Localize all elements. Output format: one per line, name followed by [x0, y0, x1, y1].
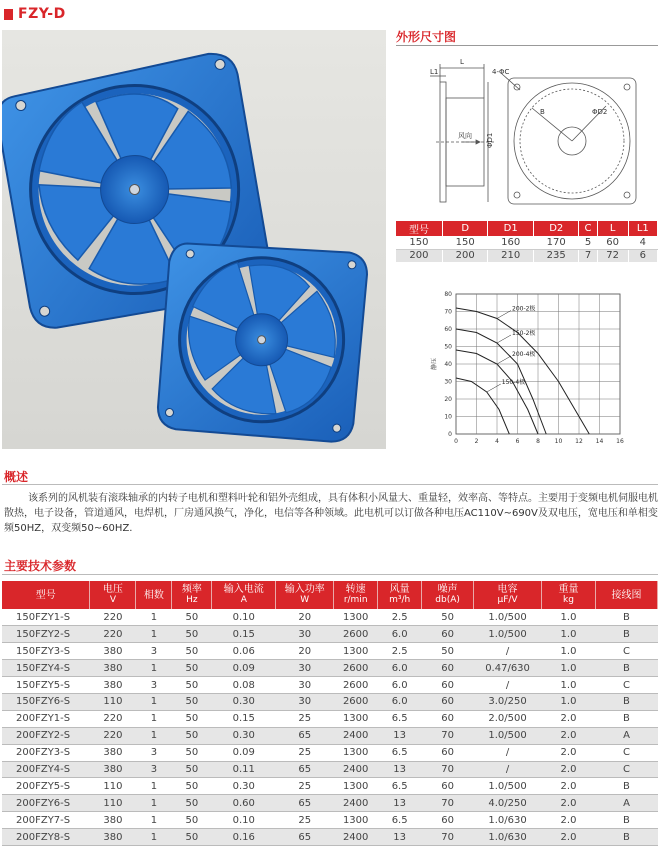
table-cell: 5	[579, 236, 597, 249]
spec-col-name: 噪声	[437, 584, 458, 595]
small-fan	[152, 234, 371, 448]
table-cell: 1	[136, 812, 172, 829]
table-row	[396, 236, 658, 249]
table-cell: 1.0/630	[474, 829, 542, 846]
y-tick-label: 70	[444, 308, 452, 316]
table-cell: 2600	[334, 677, 378, 694]
table-cell: 4.0/250	[474, 795, 542, 812]
dimension-table	[396, 221, 658, 262]
x-tick-label: 16	[616, 438, 624, 445]
table-cell: 65	[276, 795, 334, 812]
table-cell: /	[474, 761, 542, 778]
table-cell: 0.47/630	[474, 660, 542, 677]
series-leader	[497, 335, 511, 343]
table-cell: 6.5	[378, 812, 422, 829]
table-cell: 20	[276, 609, 334, 626]
table-cell: 70	[422, 829, 474, 846]
spec-col-name: 风量	[389, 584, 410, 595]
table-cell: 1	[136, 829, 172, 846]
dim-col-d2: D2	[533, 221, 579, 236]
dimensions-divider	[396, 45, 658, 46]
spec-col-unit: V	[109, 595, 117, 605]
table-cell: 0.10	[212, 812, 276, 829]
spec-col-header	[378, 581, 422, 609]
table-cell: 13	[378, 829, 422, 846]
table-cell: A	[595, 727, 657, 744]
table-cell: 200FZY2-S	[2, 727, 90, 744]
table-cell: 1.0/500	[474, 778, 542, 795]
table-cell: 50	[172, 626, 212, 643]
table-cell: 2.5	[378, 643, 422, 660]
table-row	[2, 778, 658, 795]
table-cell: B	[595, 710, 657, 727]
table-cell: 110	[90, 778, 136, 795]
table-cell: 0.15	[212, 710, 276, 727]
table-cell: 50	[422, 643, 474, 660]
overview-heading: 概述	[4, 470, 29, 484]
product-title-text: FZY-D	[18, 6, 66, 22]
table-row	[2, 710, 658, 727]
x-tick-label: 2	[474, 438, 479, 445]
table-cell: 220	[90, 626, 136, 643]
x-tick-label: 0	[454, 438, 458, 445]
table-cell: /	[474, 744, 542, 761]
table-cell: 170	[533, 236, 579, 249]
table-cell: 0.30	[212, 693, 276, 710]
y-tick-label: 10	[444, 413, 452, 421]
spec-col-name: 接线图	[611, 589, 642, 601]
overview-divider	[2, 484, 658, 485]
spec-header-row	[2, 581, 658, 609]
series-label: 150-2极	[512, 330, 536, 337]
y-tick-label: 80	[444, 291, 452, 298]
table-cell: 2600	[334, 693, 378, 710]
table-cell: 150FZY3-S	[2, 643, 90, 660]
table-cell: 6.0	[378, 693, 422, 710]
table-cell: 380	[90, 829, 136, 846]
table-cell: 50	[172, 744, 212, 761]
table-cell: 200FZY8-S	[2, 829, 90, 846]
spec-col-name: 重量	[558, 584, 579, 595]
dim-col-l1: L1	[628, 221, 657, 236]
spec-col-unit: m³/h	[389, 595, 411, 605]
overview-text: 该系列的风机装有滚珠轴承的内转子电机和塑料叶轮和铝外壳组成，具有体积小风量大、重量轻，效率高、等特点。主要用于变频电机伺服电机散热，电子设备，管道通风，电焊机，厂房通风换气，净化，电信等各种领域。此电机可以订做各种电压AC110V~690V及双电压，宽电压和单相变频50HZ，双变频50~60HZ.	[4, 493, 658, 534]
table-cell: 1300	[334, 812, 378, 829]
table-cell: 6.5	[378, 744, 422, 761]
table-cell: 1	[136, 626, 172, 643]
table-cell: 1300	[334, 744, 378, 761]
spec-col-name: 电容	[497, 584, 518, 595]
spec-col-name: 频率	[181, 584, 202, 595]
table-row	[2, 812, 658, 829]
series-label: 200-4极	[512, 351, 536, 358]
table-cell: 50	[172, 660, 212, 677]
table-cell: 1	[136, 795, 172, 812]
table-cell: 60	[422, 778, 474, 795]
table-cell: 200FZY1-S	[2, 710, 90, 727]
dim-label-l1: L1	[430, 68, 439, 76]
dim-col-d: D	[442, 221, 488, 236]
table-cell: 1.0	[542, 660, 596, 677]
table-row	[2, 643, 658, 660]
table-cell: 1300	[334, 778, 378, 795]
series-leader	[497, 356, 511, 364]
y-tick-label: 0	[448, 431, 452, 438]
table-cell: A	[595, 795, 657, 812]
table-cell: 6.5	[378, 778, 422, 795]
table-cell: 1300	[334, 710, 378, 727]
table-cell: 30	[276, 626, 334, 643]
table-cell: 50	[172, 829, 212, 846]
dimension-drawing	[396, 52, 658, 214]
y-axis-label: 静压	[431, 357, 438, 371]
series-line	[456, 378, 509, 434]
table-cell: 50	[172, 761, 212, 778]
table-cell: B	[595, 626, 657, 643]
table-row	[2, 693, 658, 710]
series-leader	[487, 384, 501, 392]
dim-label-airflow: 风向	[458, 132, 472, 140]
table-cell: 1	[136, 727, 172, 744]
table-cell: 50	[172, 812, 212, 829]
dim-label-d2: ΦD2	[592, 108, 608, 116]
table-cell: 2.0	[542, 829, 596, 846]
table-cell: 380	[90, 660, 136, 677]
table-cell: 235	[533, 249, 579, 262]
table-cell: 60	[422, 677, 474, 694]
table-cell: 50	[422, 609, 474, 626]
dim-label-d1: ΦD1	[486, 132, 494, 148]
spec-col-header	[474, 581, 542, 609]
table-cell: B	[595, 660, 657, 677]
table-cell: 3.0/250	[474, 693, 542, 710]
table-cell: 200	[396, 249, 442, 262]
spec-col-unit: r/min	[343, 595, 368, 605]
table-cell: 25	[276, 778, 334, 795]
x-tick-label: 12	[575, 438, 583, 445]
y-tick-label: 60	[444, 326, 452, 333]
table-cell: 2400	[334, 727, 378, 744]
spec-col-header	[595, 581, 657, 609]
table-cell: 50	[172, 693, 212, 710]
table-cell: 70	[422, 795, 474, 812]
table-cell: 60	[422, 710, 474, 727]
table-cell: 50	[172, 643, 212, 660]
spec-col-header	[422, 581, 474, 609]
table-cell: C	[595, 677, 657, 694]
table-cell: 1.0/500	[474, 609, 542, 626]
table-row	[2, 626, 658, 643]
table-cell: B	[595, 778, 657, 795]
table-cell: 220	[90, 609, 136, 626]
table-cell: 1	[136, 609, 172, 626]
table-cell: 1	[136, 778, 172, 795]
product-title	[4, 6, 66, 22]
table-cell: 0.10	[212, 609, 276, 626]
table-cell: 6.0	[378, 677, 422, 694]
dim-col-model: 型号	[396, 221, 442, 236]
title-marker	[4, 9, 13, 20]
spec-col-header	[2, 581, 90, 609]
table-cell: C	[595, 643, 657, 660]
table-cell: 25	[276, 744, 334, 761]
table-cell: 2400	[334, 761, 378, 778]
series-line	[456, 308, 589, 434]
spec-col-name: 转速	[345, 584, 366, 595]
x-tick-label: 14	[595, 438, 604, 445]
specs-divider	[2, 574, 658, 575]
table-cell: 3	[136, 761, 172, 778]
table-cell: 6.0	[378, 660, 422, 677]
table-cell: 2.0	[542, 795, 596, 812]
table-cell: 72	[597, 249, 628, 262]
table-cell: 1.0/500	[474, 727, 542, 744]
table-cell: 0.16	[212, 829, 276, 846]
table-cell: 7	[579, 249, 597, 262]
table-cell: 1	[136, 693, 172, 710]
table-cell: 200FZY6-S	[2, 795, 90, 812]
spec-col-unit: A	[240, 595, 247, 605]
spec-col-name: 电压	[102, 584, 123, 595]
table-cell: 150FZY6-S	[2, 693, 90, 710]
table-cell: 2.0	[542, 744, 596, 761]
table-cell: 0.11	[212, 761, 276, 778]
x-tick-label: 4	[495, 438, 499, 445]
table-cell: 200FZY4-S	[2, 761, 90, 778]
table-cell: 380	[90, 677, 136, 694]
table-cell: 70	[422, 727, 474, 744]
table-cell: 2600	[334, 626, 378, 643]
dimensions-heading: 外形尺寸图	[396, 30, 457, 44]
table-cell: 65	[276, 727, 334, 744]
y-tick-label: 30	[444, 378, 452, 386]
table-cell: 3	[136, 677, 172, 694]
table-cell: 2.5	[378, 609, 422, 626]
dim-col-d1: D1	[488, 221, 534, 236]
table-cell: 2.0	[542, 761, 596, 778]
spec-table	[2, 581, 658, 846]
table-cell: 0.30	[212, 778, 276, 795]
table-cell: 110	[90, 795, 136, 812]
table-cell: 3	[136, 744, 172, 761]
table-cell: 13	[378, 761, 422, 778]
table-cell: /	[474, 643, 542, 660]
table-cell: 70	[422, 761, 474, 778]
table-cell: 2600	[334, 660, 378, 677]
table-cell: 2.0	[542, 710, 596, 727]
table-cell: 0.30	[212, 727, 276, 744]
table-row	[2, 727, 658, 744]
x-tick-label: 6	[515, 438, 520, 445]
spec-col-header	[334, 581, 378, 609]
table-row	[2, 609, 658, 626]
table-row	[2, 677, 658, 694]
table-cell: 1300	[334, 609, 378, 626]
table-cell: 2.0/500	[474, 710, 542, 727]
table-cell: 60	[422, 660, 474, 677]
x-tick-label: 8	[536, 438, 540, 445]
table-cell: 210	[488, 249, 534, 262]
table-cell: 150FZY2-S	[2, 626, 90, 643]
series-label: 200-2极	[512, 305, 536, 313]
table-cell: 30	[276, 677, 334, 694]
table-cell: 65	[276, 829, 334, 846]
y-tick-label: 20	[444, 396, 452, 403]
table-cell: 200	[442, 249, 488, 262]
spec-col-unit: μF/V	[497, 595, 518, 605]
table-cell: 30	[276, 660, 334, 677]
fan-illustration	[2, 30, 386, 449]
spec-col-header	[276, 581, 334, 609]
table-cell: 2400	[334, 829, 378, 846]
product-photo	[2, 30, 386, 449]
spec-col-header	[542, 581, 596, 609]
table-cell: 13	[378, 727, 422, 744]
table-row	[2, 761, 658, 778]
table-cell: 6	[628, 249, 657, 262]
table-cell: 0.06	[212, 643, 276, 660]
table-cell: 1300	[334, 643, 378, 660]
table-cell: 1	[136, 660, 172, 677]
table-cell: 6.5	[378, 710, 422, 727]
spec-col-name: 相数	[143, 589, 164, 601]
table-cell: B	[595, 693, 657, 710]
table-cell: 6.0	[378, 626, 422, 643]
performance-chart	[430, 286, 630, 448]
specs-heading: 主要技术参数	[4, 559, 77, 573]
table-cell: 0.60	[212, 795, 276, 812]
table-row	[396, 249, 658, 262]
series-label: 150-4极	[501, 379, 526, 386]
table-cell: 200FZY3-S	[2, 744, 90, 761]
spec-col-header	[136, 581, 172, 609]
spec-col-name: 输入电流	[223, 584, 264, 595]
table-cell: 1.0	[542, 677, 596, 694]
table-cell: 0.08	[212, 677, 276, 694]
table-cell: 60	[422, 744, 474, 761]
spec-col-header	[212, 581, 276, 609]
spec-col-name: 输入功率	[284, 584, 325, 595]
table-cell: 50	[172, 609, 212, 626]
table-cell: 2.0	[542, 727, 596, 744]
spec-col-unit: db(A)	[435, 595, 460, 605]
table-cell: 65	[276, 761, 334, 778]
table-cell: 1.0	[542, 609, 596, 626]
table-cell: 13	[378, 795, 422, 812]
table-cell: C	[595, 744, 657, 761]
y-tick-label: 40	[444, 361, 452, 368]
table-cell: 1.0	[542, 626, 596, 643]
table-cell: 1.0	[542, 693, 596, 710]
table-cell: 2.0	[542, 778, 596, 795]
table-cell: 220	[90, 710, 136, 727]
table-row	[2, 744, 658, 761]
table-cell: 380	[90, 761, 136, 778]
table-cell: B	[595, 829, 657, 846]
table-cell: 200FZY5-S	[2, 778, 90, 795]
dim-label-l: L	[460, 58, 464, 66]
table-cell: 1.0	[542, 643, 596, 660]
table-cell: 0.09	[212, 660, 276, 677]
table-cell: 1.0/630	[474, 812, 542, 829]
table-cell: 2.0	[542, 812, 596, 829]
table-cell: 20	[276, 643, 334, 660]
table-cell: 60	[422, 626, 474, 643]
dim-label-b: B	[540, 108, 545, 116]
table-cell: 0.09	[212, 744, 276, 761]
table-cell: 50	[172, 778, 212, 795]
table-cell: 50	[172, 677, 212, 694]
table-cell: 150	[396, 236, 442, 249]
table-cell: 30	[276, 693, 334, 710]
table-cell: 60	[597, 236, 628, 249]
table-cell: 220	[90, 727, 136, 744]
table-cell: 380	[90, 643, 136, 660]
spec-col-unit: W	[300, 595, 310, 605]
table-cell: 50	[172, 710, 212, 727]
dim-col-c: C	[579, 221, 597, 236]
table-cell: 25	[276, 812, 334, 829]
table-cell: 0.15	[212, 626, 276, 643]
spec-col-unit: kg	[563, 595, 574, 605]
table-cell: 380	[90, 812, 136, 829]
table-cell: 50	[172, 727, 212, 744]
table-row	[2, 795, 658, 812]
table-cell: 150FZY4-S	[2, 660, 90, 677]
table-cell: 60	[422, 812, 474, 829]
table-cell: B	[595, 609, 657, 626]
table-cell: 3	[136, 643, 172, 660]
table-cell: 150	[442, 236, 488, 249]
table-cell: B	[595, 812, 657, 829]
table-cell: 380	[90, 744, 136, 761]
table-cell: 60	[422, 693, 474, 710]
table-cell: 1	[136, 710, 172, 727]
table-row	[2, 829, 658, 846]
spec-col-unit: Hz	[186, 595, 198, 605]
table-cell: 110	[90, 693, 136, 710]
table-cell: 50	[172, 795, 212, 812]
table-cell: 2400	[334, 795, 378, 812]
table-cell: 150FZY5-S	[2, 677, 90, 694]
table-cell: 4	[628, 236, 657, 249]
table-cell: 1.0/500	[474, 626, 542, 643]
table-cell: 150FZY1-S	[2, 609, 90, 626]
spec-col-header	[90, 581, 136, 609]
table-cell: 160	[488, 236, 534, 249]
x-tick-label: 10	[554, 438, 563, 445]
dim-col-l: L	[597, 221, 628, 236]
y-tick-label: 50	[444, 343, 452, 351]
spec-col-name: 型号	[35, 589, 56, 601]
table-cell: C	[595, 761, 657, 778]
table-cell: 25	[276, 710, 334, 727]
table-cell: /	[474, 677, 542, 694]
table-cell: 200FZY7-S	[2, 812, 90, 829]
spec-col-header	[172, 581, 212, 609]
dim-label-holes: 4-ΦC	[492, 68, 510, 76]
table-row	[2, 660, 658, 677]
